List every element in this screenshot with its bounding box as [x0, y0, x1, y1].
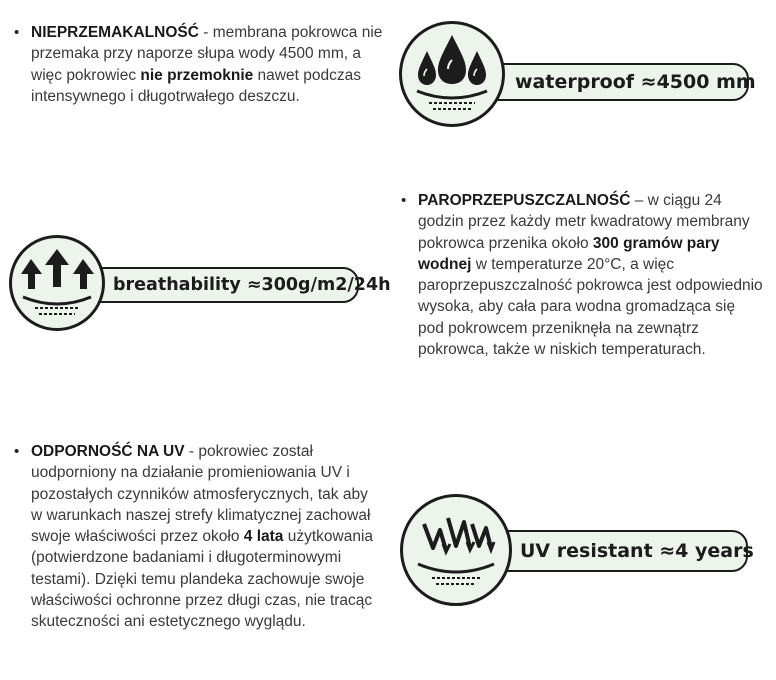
section-heading: PAROPRZEPUSZCZALNOŚĆ — [418, 192, 631, 209]
section-heading: ODPORNOŚĆ NA UV — [31, 443, 185, 460]
uv-label: UV resistant ≈4 years — [488, 530, 748, 572]
waterproof-badge — [399, 21, 756, 129]
bullet: • — [14, 443, 20, 460]
section-text: – w ciągu 24 godzin przez każdy metr kwadratowy membrany pokrowca przenika około — [418, 192, 750, 252]
section-highlight: 300 gramów pary wodnej — [418, 234, 720, 273]
uv-description — [14, 441, 383, 633]
waterproof-description — [14, 22, 383, 107]
section-text: - membrana pokrowca nie przemaka przy naporze słupa wody 4500 mm, a więc pokrowiec — [31, 24, 383, 84]
uv-rays-icon — [400, 494, 512, 606]
section-heading: NIEPRZEMAKALNOŚĆ — [31, 24, 199, 41]
section-text: użytkowania (potwierdzone badaniami i długoterminowymi testami). Dzięki temu plandeka zachowuje swoje właściwości ochronne przez długi czas, nie tracąc skuteczności ani estetycznego wyglądu. — [31, 528, 374, 631]
breathability-badge — [9, 235, 391, 331]
bullet: • — [14, 24, 20, 41]
section-text: nawet podczas intensywnego i długotrwałego deszczu. — [31, 66, 361, 105]
water-drops-icon — [399, 21, 505, 127]
breathability-description — [401, 190, 763, 360]
uv-badge — [400, 494, 754, 606]
waterproof-label: waterproof ≈4500 mm — [485, 63, 749, 101]
breathability-label: breathability ≈300g/m2/24h — [87, 267, 359, 303]
section-highlight: nie przemoknie — [140, 66, 254, 84]
section-highlight: 4 lata — [243, 528, 284, 546]
bullet: • — [401, 192, 407, 209]
section-text: w temperaturze 20°C, a więc paroprzepuszczalność pokrowca jest odpowiednio wysoka, aby cała para wodna gromadząca się pod pokrowcem przeniknęła na zewnątrz pokrowca, także w niskich temperaturach. — [418, 255, 763, 359]
section-text: - pokrowiec został uodporniony na działanie promieniowania UV i pozostałych czynników atmosferycznych, tak aby w warunkach naszej strefy klimatycznej zachował swoje właściwości przez około — [31, 443, 371, 546]
up-arrows-icon — [9, 235, 105, 331]
